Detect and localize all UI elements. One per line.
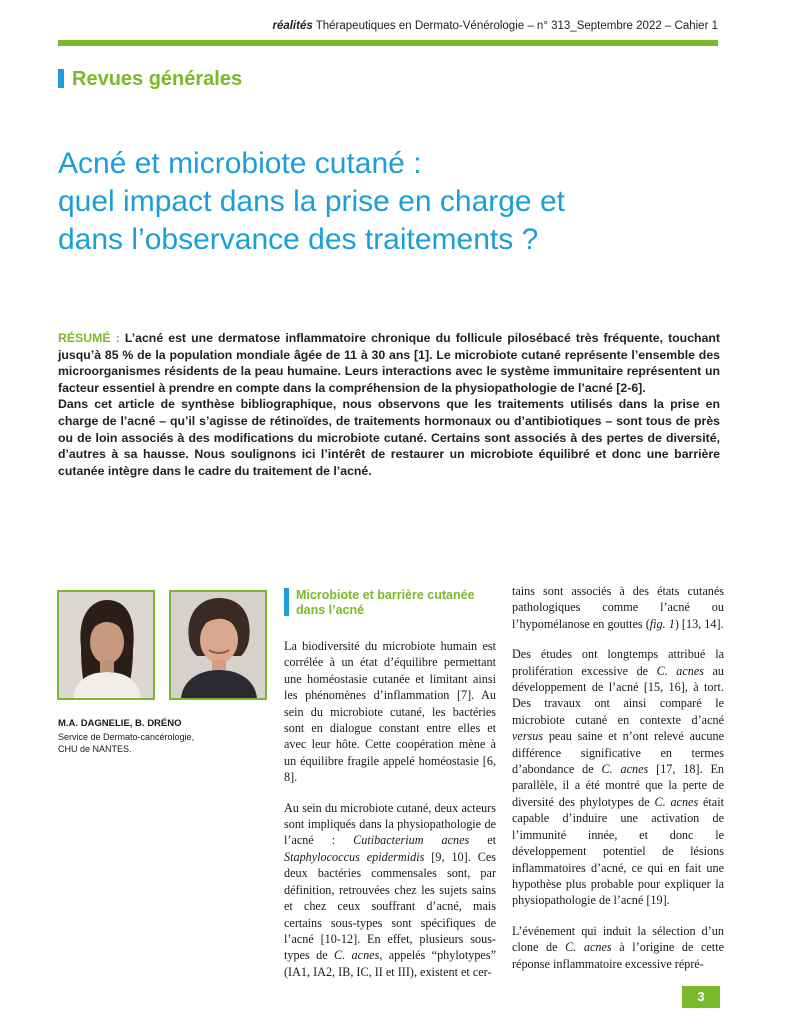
header-rule	[58, 40, 718, 46]
portrait-woman-dark-hair	[59, 592, 153, 698]
running-header	[272, 20, 718, 32]
text-run: [9, 10]. Ces deux bactéries commensales sont, par définition, retrouvées chez les sujets sains et chez ceux souffrant d’acné, mais certains sous-types sont spécifiques de l’acné [10-12]. En effet, plusieurs sous-types de	[284, 849, 496, 963]
page-number: 3	[682, 986, 720, 1008]
summary	[58, 330, 720, 479]
col2-paragraph-0	[512, 583, 724, 632]
text-run: au développement de l’acné [15, 16], à tort. Des travaux ont ainsi comparé le microbiote cutané en contexte d’acné	[512, 663, 724, 727]
italic-run: C. acnes	[565, 940, 612, 955]
italic-run: Cutibacterium acnes	[353, 833, 470, 848]
title-line-2: quel impact dans la prise en charge et	[58, 185, 565, 218]
section-heading-text: Microbiote et barrière cutanée dans l’acné	[296, 588, 475, 617]
italic-run: Staphylococcus epidermidis	[284, 849, 425, 864]
col1-paragraph-2	[284, 800, 496, 980]
summary-paragraph-1: L’acné est une dermatose inflammatoire chronique du follicule pilosébacé très fréquente, touchant jusqu’à 85 % de la population mondiale âgée de 11 à 30 ans [1]. Le microbiote cutané représente l’ensemble des microorganismes résidents de la peau humaine. Leurs interactions avec le système immunitaire représentent un facteur essentiel à prendre en compte dans la compréhension de la physiopathologie de l’acné [2-6].	[58, 331, 720, 395]
text-run: L’événement qui induit la sélection d’un clone de	[512, 923, 724, 955]
article-title	[58, 145, 738, 259]
author-photo-1	[57, 590, 155, 700]
italic-run: C. acnes	[601, 762, 649, 777]
title-line-3: dans l’observance des traitements ?	[58, 223, 539, 256]
text-run: [17, 18]. En parallèle, il a été montré que la perte de diversité des phylotypes de	[512, 762, 725, 809]
section-bar	[284, 588, 289, 616]
text-column-2	[512, 583, 724, 986]
summary-paragraph-2: Dans cet article de synthèse bibliographique, nous observons que les traitements utilisés dans la prise en charge de l’acné – qu’il s’agisse de rétinoïdes, de traitements hormonaux ou d’antibiotiques – sont tous de près ou de loin associés à des modifications du microbiote cutané. Certains sont associés à des pertes de diversité, d’autres à sa hausse. Nous soulignons ici l’intérêt de restaurer un microbiote équilibré et donc une barrière cutanée intègre dans le cadre du traitement de l’acné.	[58, 397, 720, 478]
text-run: , appelés “phylotypes” (IA1, IA2, IB, IC, II et III), existent et cer-	[284, 948, 496, 979]
text-run: Des études ont longtemps attribué la prolifération excessive de	[512, 647, 724, 678]
text-column-1	[284, 638, 496, 994]
italic-run: C. acnes	[654, 794, 699, 809]
italic-run: C. acnes	[656, 663, 704, 678]
italic-run: C. acnes	[334, 948, 380, 963]
col1-paragraph-1: La biodiversité du microbiote humain est corrélée à un état d’équilibre permettant une homéostasie cutanée et limitant ainsi les phénomènes d’inflammation [7]. Au sein du microbiote cutané, les bactéries sont en dialogue constant entre elles et avec leur hôte. Cette coopération mène à un équilibre fragile appelé homéostasie [6, 8].	[284, 639, 496, 785]
rubric-label: Revues générales	[72, 68, 243, 90]
summary-label: RÉSUMÉ :	[58, 331, 120, 345]
col2-paragraph-1	[512, 646, 724, 909]
text-run: était capable d’induire une activation de l’immunité innée, et donc le développement potentiel de lésions inflammatoires d’acné, ce qui en fait une hypothèse plus probable pour expliquer la physiopathologie de l’acné [19].	[512, 794, 724, 908]
col2-paragraph-2	[512, 923, 724, 972]
text-run: et	[469, 833, 496, 848]
text-run: à l’origine de cette réponse inflammatoire excessive répré-	[512, 940, 724, 971]
author-photo-2	[169, 590, 267, 700]
affiliation-line-1: Service de Dermato-cancérologie,	[58, 732, 195, 742]
author-affiliation	[58, 731, 238, 755]
portrait-woman-short-hair	[171, 592, 265, 698]
affiliation-line-2: CHU de NANTES.	[58, 744, 132, 754]
rubric	[58, 68, 242, 91]
journal-issue: Thérapeutiques en Dermato-Vénérologie – n° 313_Septembre 2022 – Cahier 1	[312, 20, 718, 32]
section-heading	[284, 588, 496, 618]
journal-brand: réalités	[272, 20, 313, 32]
rubric-bar	[58, 69, 64, 88]
figure-reference: fig. 1	[649, 616, 675, 631]
text-run: ) [13, 14].	[674, 616, 724, 631]
text-run: Au sein du microbiote cutané, deux acteurs sont impliqués dans la physiopathologie de l’acné :	[284, 800, 496, 848]
title-line-1: Acné et microbiote cutané :	[58, 147, 422, 180]
text-run: peau saine et n’ont relevé aucune différence significative en termes d’abondance de	[512, 729, 724, 777]
author-names: M.A. DAGNELIE, B. DRÉNO	[58, 718, 182, 729]
text-run: tains sont associés à des états cutanés pathologiques comme l’acné ou l’hypomélanose en gouttes (	[512, 584, 724, 631]
italic-run: versus	[512, 729, 544, 744]
